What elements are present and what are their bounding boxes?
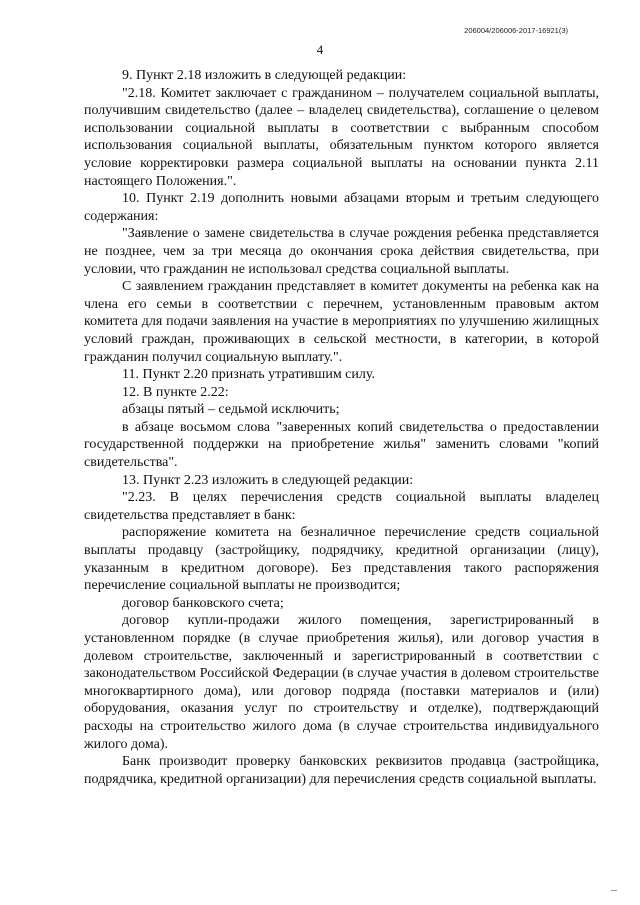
paragraph-item-12: 12. В пункте 2.22: bbox=[122, 384, 229, 400]
paragraph-replace-words: в абзаце восьмом слова "заверенных копий свидетельства о предоставлении государственной поддержки на приобретение жилья" заменить словами "копий свидетельства". bbox=[84, 419, 599, 471]
margin-mark bbox=[611, 890, 617, 891]
paragraph-order: распоряжение комитета на безналичное перечисление средств социальной выплаты продавцу (застройщику, подрядчику, кредитной организации (лицу), указанным в кредитном договоре). Без представления такого распоряжения перечисление социальной выплаты не производится; bbox=[84, 525, 599, 594]
paragraph-quote-application: "Заявление о замене свидетельства в случае рождения ребенка представляется не позднее, чем за три месяца до окончания срока действия свидетельства, при условии, что гражданин не использовал средства социальной выплаты. bbox=[84, 226, 599, 277]
paragraph-documents: С заявлением гражданин представляет в комитет документы на ребенка как на члена его семьи в соответствии с перечнем, установленным правовым актом комитета для подачи заявления на участие в мероприятиях по улучшению жилищных условий граждан, проживающих в сельской местности, в категории, в которой гражданин получил социальную выплату.". bbox=[84, 279, 599, 365]
paragraph-item-13: 13. Пункт 2.23 изложить в следующей редакции: bbox=[122, 472, 414, 488]
paragraph-item-11: 11. Пункт 2.20 признать утратившим силу. bbox=[122, 367, 375, 383]
page-number: 4 bbox=[316, 42, 324, 57]
paragraph-bank-check: Банк производит проверку банковских реквизитов продавца (застройщика, подрядчика, кредитной организации) для перечисления средств социальной выплаты. bbox=[84, 754, 599, 787]
paragraph-item-10: 10. Пункт 2.19 дополнить новыми абзацами вторым и третьим следующего содержания: bbox=[84, 191, 599, 224]
document-body bbox=[84, 67, 599, 788]
paragraph-item-9: 9. Пункт 2.18 изложить в следующей редакции: bbox=[122, 68, 407, 83]
paragraph-contract: договор купли-продажи жилого помещения, зарегистрированный в установленном порядке (в случае приобретения жилья), или договор участия в долевом строительстве, заключенный и зарегистрированный в соответствии с законодательством Российской Федерации (в случае участия в долевом строительстве многоквартирного дома), или договор подряда (поставки материалов и (или) оборудования, оказания услуг по строительству и отделке), подтверждающий расходы на строительство жилого дома (в случае строительства индивидуального жилого дома). bbox=[84, 613, 599, 752]
document-number: 206004/206006-2017-16921(3) bbox=[464, 26, 568, 35]
paragraph-exclude: абзацы пятый – седьмой исключить; bbox=[122, 402, 340, 418]
paragraph-quote-2-18: "2.18. Комитет заключает с гражданином – получателем социальной выплаты, получившим свидетельство (далее – владелец свидетельства), соглашение о целевом использовании социальной выплаты в соответствии с выбранным способом использования социальной выплаты, обязательным пунктом которого является условие корректировки размера социальной выплаты на основании пункта 2.11 настоящего Положения.". bbox=[84, 85, 599, 189]
paragraph-quote-2-23: "2.23. В целях перечисления средств социальной выплаты владелец свидетельства представляет в банк: bbox=[84, 490, 599, 523]
paragraph-bank-account: договор банковского счета; bbox=[122, 595, 284, 611]
